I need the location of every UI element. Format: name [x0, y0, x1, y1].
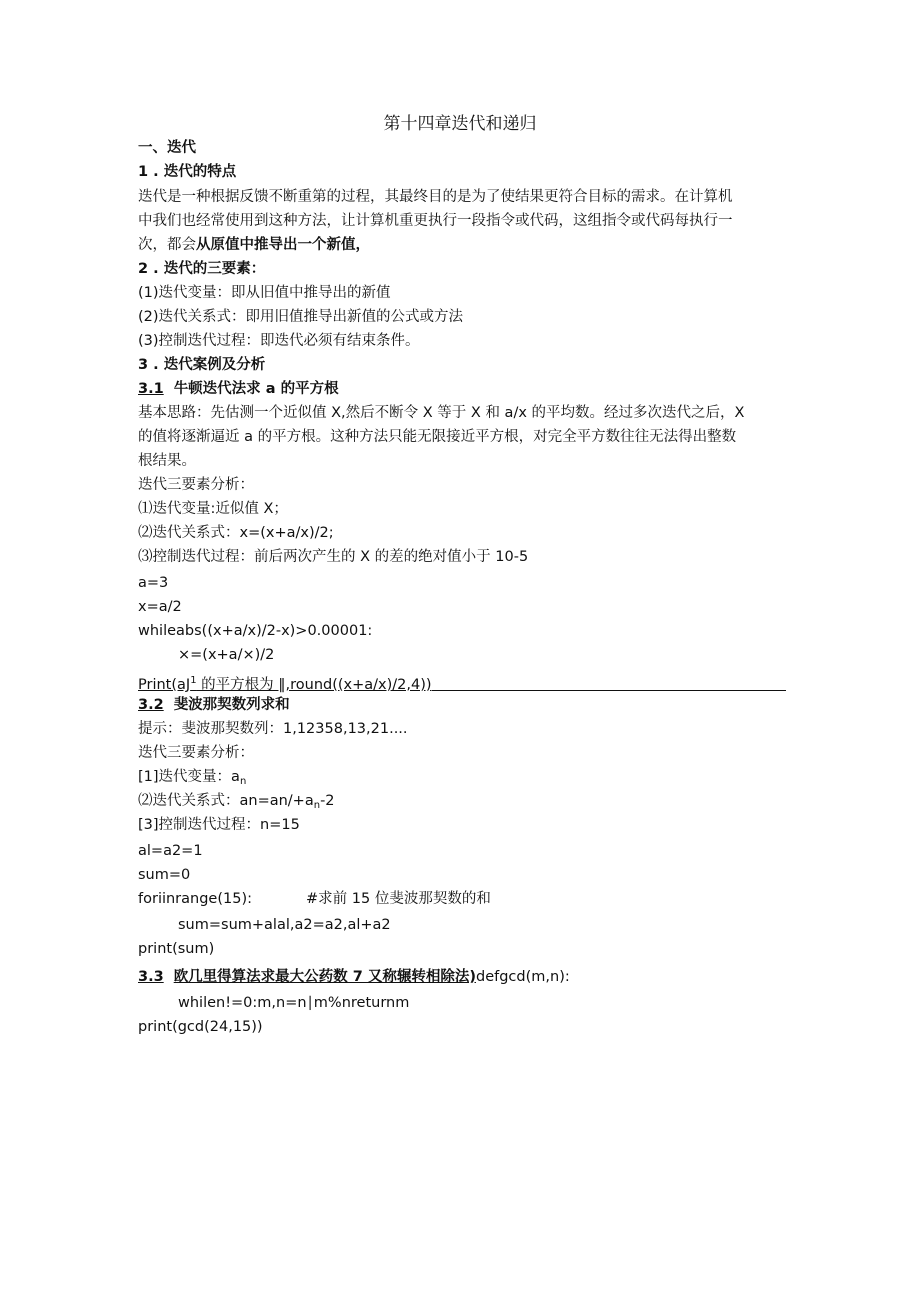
list-item: (1)迭代变量：即从旧值中推导出的新值	[138, 285, 391, 301]
bold-phrase: 从原值中推导出一个新值，	[196, 237, 370, 253]
subsection-number: 3.2	[138, 697, 164, 713]
analysis-label: 迭代三要素分析：	[138, 745, 254, 761]
paragraph-line: 中我们也经常使用到这种方法，让计算机重更执行一段指令或代码，这组指令或代码每执行一	[138, 213, 733, 229]
subsection-3-1-heading	[138, 379, 339, 401]
code-text: defgcd(m,n):	[476, 969, 570, 985]
page-title: 第十四章迭代和递归	[383, 114, 537, 134]
code-line: a=3	[138, 575, 169, 591]
list-item: (2)迭代关系式：即用旧值推导出新值的公式或方法	[138, 309, 464, 325]
code-line: sum=sum+alal,a2=a2,al+a2	[178, 917, 391, 933]
paragraph-line: 的值将逐渐逼近 a 的平方根。这种方法只能无限接近平方根，对完全平方数往往无法得出整数	[138, 429, 737, 445]
list-item: ⑴迭代变量:近似值 X；	[138, 501, 288, 517]
subsection-title: 欧几里得算法求最大公药数 7 又称辗转相除法)	[173, 969, 476, 985]
subsection-title: 斐波那契数列求和	[173, 697, 290, 713]
code-line: whileabs((x+a∕x)∕2-x)>0.00001:	[138, 623, 373, 639]
code-line	[138, 671, 786, 693]
subsection-3-2-heading	[138, 695, 290, 717]
hint-line: 提示：斐波那契数列：1,12358,13,21....	[138, 721, 408, 737]
superscript: 1	[190, 675, 197, 686]
section-1-2-heading: 2 . 迭代的三要素：	[138, 261, 266, 277]
subsection-title: 牛顿迭代法求 a 的平方根	[173, 381, 339, 397]
text-run: 次，都会	[138, 237, 196, 253]
paragraph-line: 迭代是一种根据反馈不断重第的过程，其最终目的是为了使结果更符合目标的需求。在计算机	[138, 189, 733, 205]
code-line: ×=(x+a∕×)∕2	[178, 647, 275, 663]
subscript: n	[313, 800, 321, 811]
code-line: x=a/2	[138, 599, 182, 615]
subsection-3-3-heading	[138, 967, 570, 989]
paragraph-line: 基本思路：先估测一个近似值 X,然后不断令 X 等于 X 和 a/x 的平均数。经过多次迭代之后，X	[138, 405, 745, 421]
text-run: [1]迭代变量：a	[138, 769, 240, 785]
paragraph-line	[138, 235, 370, 257]
code-line: whilen!=0:m,n=n∣m%nreturnm	[178, 995, 410, 1011]
code-comment: #求前 15 位斐波那契数的和	[306, 891, 491, 907]
list-item: ⑶控制迭代过程：前后两次产生的 X 的差的绝对值小于 10-5	[138, 549, 529, 565]
analysis-label: 迭代三要素分析：	[138, 477, 254, 493]
list-item: ⑵迭代关系式：x=(x+a∕x)∕2;	[138, 525, 334, 541]
section-1-heading: 一、迭代	[138, 140, 196, 156]
code-text-part: 的平方根为 ‖,round((x+a∕x)∕2,4))	[196, 677, 432, 693]
subscript: n	[239, 776, 247, 787]
subsection-number: 3.3	[138, 969, 164, 985]
code-line	[138, 889, 491, 911]
text-run: ⑵迭代关系式：an=an∕+a	[138, 793, 314, 809]
list-item: (3)控制迭代过程：即迭代必须有结束条件。	[138, 333, 420, 349]
section-1-3-heading: 3 . 迭代案例及分析	[138, 357, 266, 373]
text-run: -2	[320, 793, 335, 809]
list-item	[138, 791, 335, 813]
list-item	[138, 767, 246, 789]
code-line: print(gcd(24,15))	[138, 1019, 263, 1035]
paragraph-line: 根结果。	[138, 453, 196, 469]
code-line: print(sum)	[138, 941, 215, 957]
code-line: al=a2=1	[138, 843, 203, 859]
code-text	[138, 677, 432, 693]
subsection-number: 3.1	[138, 381, 164, 397]
fill-underline	[432, 676, 786, 691]
code-line: sum=0	[138, 867, 191, 883]
code-text: foriinrange(15):	[138, 891, 252, 907]
section-1-1-heading: 1 . 迭代的特点	[138, 164, 237, 180]
code-text-part: Print(aJ	[138, 677, 191, 693]
list-item: [3]控制迭代过程：n=15	[138, 817, 300, 833]
